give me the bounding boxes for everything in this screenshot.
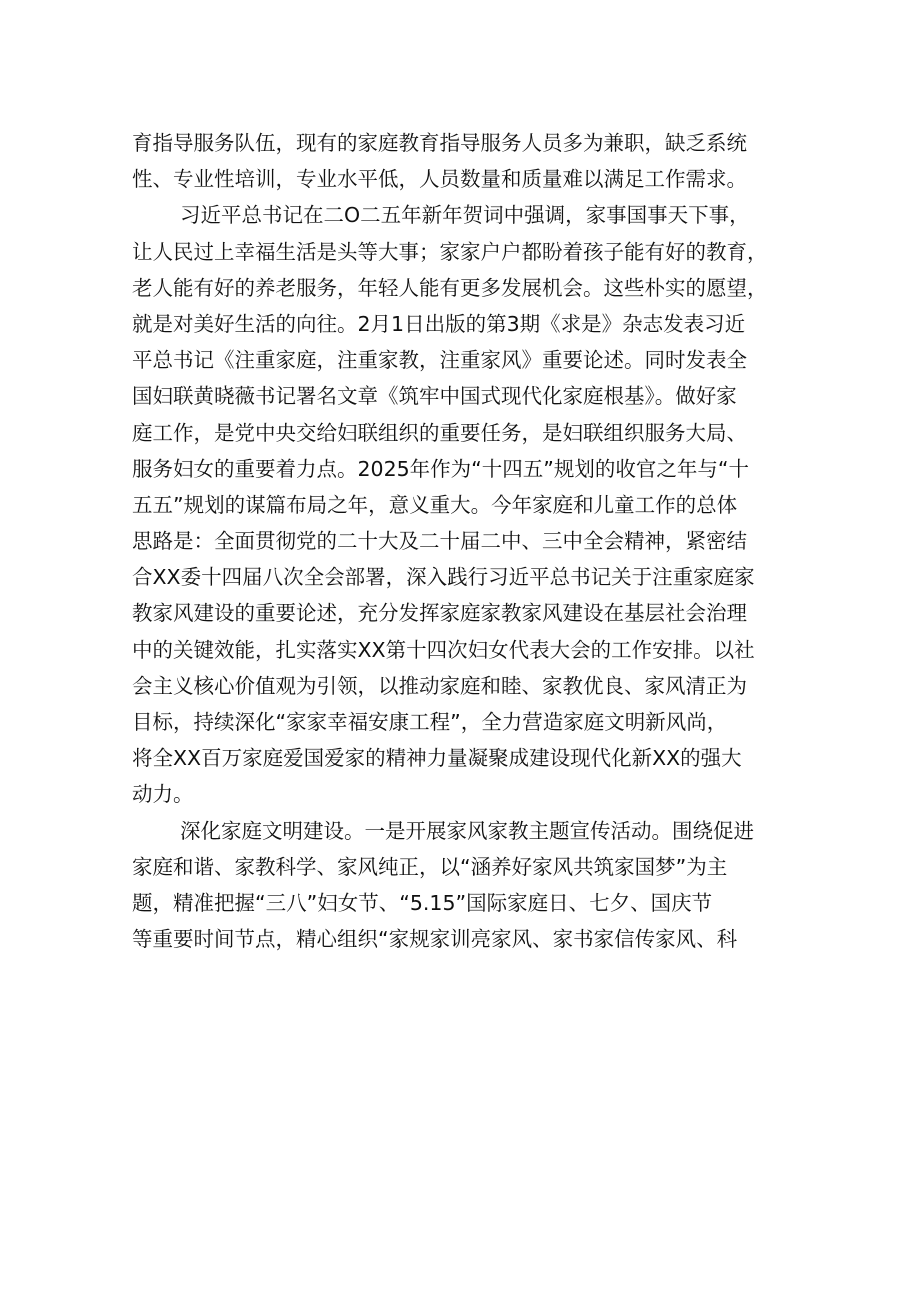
text-line: 合XX委十四届八次全会部署，深入践行习近平总书记关于注重家庭家 [132, 565, 755, 590]
text-line: 服务妇女的重要着力点。2025年作为“十四五”规划的收官之年与“十 [132, 456, 750, 481]
text-line: 会主义核心价值观为引领，以推动家庭和睦、家教优良、家风清正为 [132, 673, 747, 698]
body-text [132, 125, 812, 957]
paragraph-start-line: 深化家庭文明建设。一是开展家风家教主题宣传活动。围绕促进 [180, 818, 754, 843]
text-line: 思路是：全面贯彻党的二十大及二十届二中、三中全会精神，紧密结 [132, 529, 747, 554]
text-line: 中的关键效能，扎实落实XX第十四次妇女代表大会的工作安排。以社 [132, 637, 755, 662]
text-line: 教家风建设的重要论述，充分发挥家庭家教家风建设在基层社会治理 [132, 601, 747, 626]
text-line: 育指导服务队伍，现有的家庭教育指导服务人员多为兼职，缺乏系统 [132, 131, 747, 155]
text-line: 等重要时间节点，精心组织“家规家训亮家风、家书家信传家风、科 [132, 927, 738, 952]
text-line: 让人民过上幸福生活是头等大事；家家户户都盼着孩子能有好的教育， [132, 239, 768, 264]
text-line: 将全XX百万家庭爱国爱家的精神力量凝聚成建设现代化新XX的强大 [132, 746, 742, 771]
text-line: 家庭和谐、家教科学、家风纯正，以“涵养好家风共筑家国梦”为主 [132, 854, 728, 879]
text-line: 老人能有好的养老服务，年轻人能有更多发展机会。这些朴实的愿望， [132, 275, 768, 300]
text-line: 庭工作，是党中央交给妇联组织的重要任务，是妇联组织服务大局、 [132, 420, 747, 445]
text-line: 五五”规划的谋篇布局之年，意义重大。今年家庭和儿童工作的总体 [132, 492, 738, 517]
text-line: 性、专业性培训，专业水平低，人员数量和质量难以满足工作需求。 [132, 167, 747, 192]
text-line: 国妇联黄晓薇书记署名文章《筑牢中国式现代化家庭根基》。做好家 [132, 384, 737, 409]
text-line: 动力。 [132, 782, 194, 807]
text-line: 题，精准把握“三八”妇女节、“5.15”国际家庭日、七夕、国庆节 [132, 890, 713, 915]
text-line: 目标，持续深化“家家幸福安康工程”，全力营造家庭文明新风尚， [132, 710, 728, 734]
paragraph-start-line: 习近平总书记在二O二五年新年贺词中强调，家事国事天下事， [180, 203, 750, 228]
text-line: 就是对美好生活的向往。2月1日出版的第3期《求是》杂志发表习近 [132, 311, 746, 336]
text-line: 平总书记《注重家庭，注重家教，注重家风》重要论述。同时发表全 [132, 348, 747, 373]
